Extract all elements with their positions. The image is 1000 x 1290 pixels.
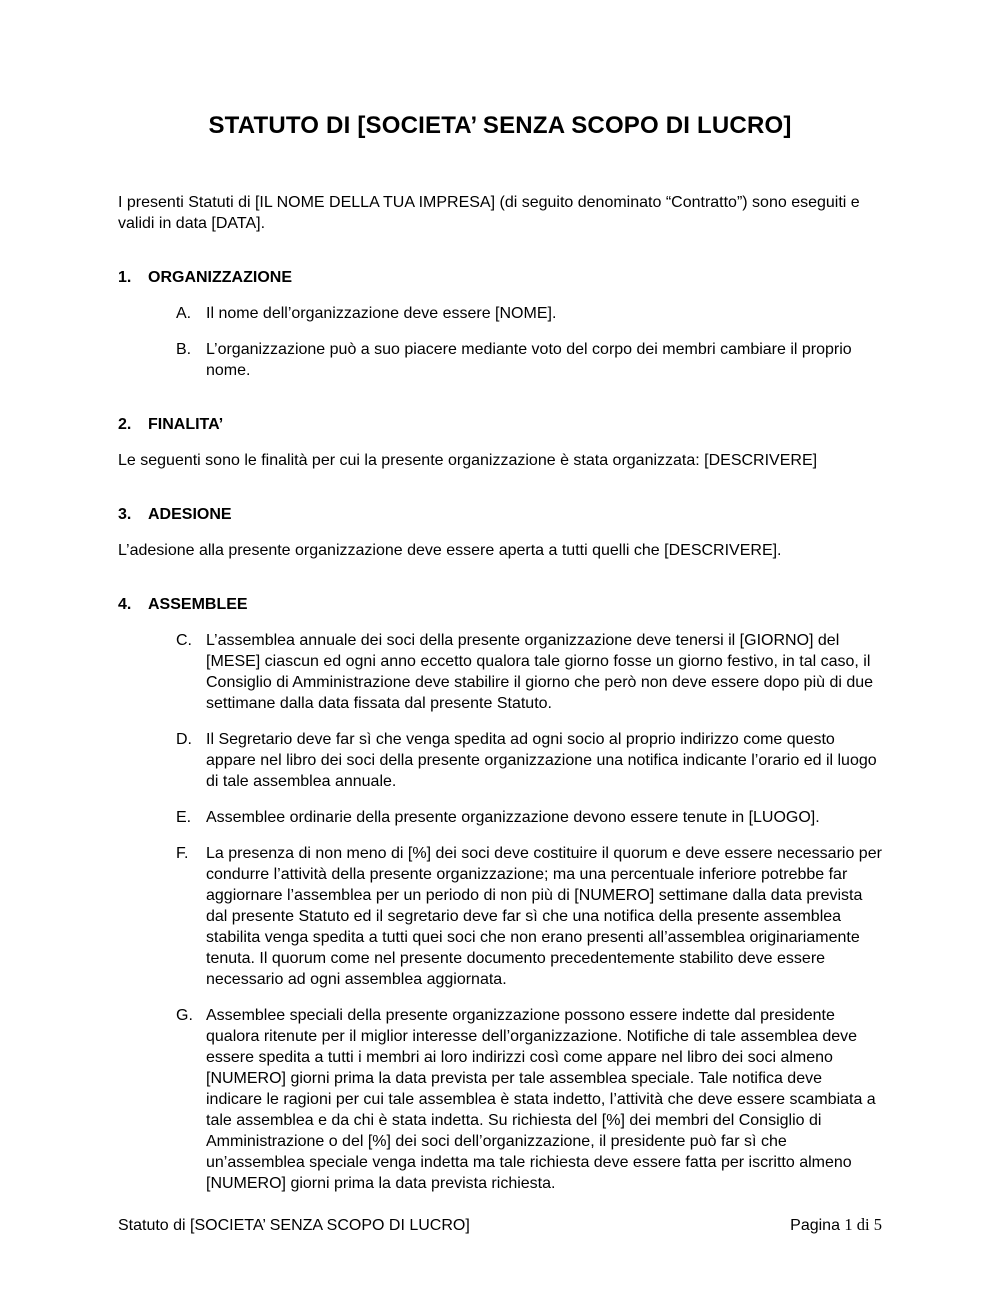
- list-item-a: [118, 303, 882, 324]
- section-number: 1.: [118, 269, 132, 286]
- section-heading: [118, 504, 882, 525]
- section-title: ORGANIZZAZIONE: [148, 269, 292, 286]
- list-item-g: [118, 1005, 882, 1194]
- section-adesione: [118, 504, 882, 561]
- item-text: Il nome dell’organizzazione deve essere [NOME].: [206, 305, 557, 322]
- section-number: 3.: [118, 506, 132, 523]
- section-number: 2.: [118, 416, 132, 433]
- item-letter: D.: [176, 731, 192, 748]
- section-heading: [118, 594, 882, 615]
- page-footer: [118, 1214, 882, 1236]
- item-letter: A.: [176, 305, 192, 322]
- footer-page-value: 1 di 5: [844, 1215, 882, 1234]
- section-paragraph: Le seguenti sono le finalità per cui la presente organizzazione è stata organizzata: [DESCRIVERE]: [118, 452, 818, 469]
- item-text: L’organizzazione può a suo piacere mediante voto del corpo dei membri cambiare il proprio nome.: [206, 341, 852, 379]
- footer-page-label: Pagina: [790, 1217, 845, 1234]
- item-text: La presenza di non meno di [%] dei soci deve costituire il quorum e deve essere necessario per condurre l’attività della presente organizzazione; ma una percentuale inferiore potrebbe far aggiornare l’assemblea per un periodo di non più di [NUMERO] settimane dalla data prevista dal presente Statuto ed il segretario deve far sì che una notifica della presente assemblea stabilita venga spedita a tutti quei soci che non erano presenti all’assemblea originariamente tenuta. Il quorum come nel presente documento precedentemente stabilito deve essere necessario ad ogni assemblea aggiornata.: [206, 845, 882, 988]
- item-text: Il Segretario deve far sì che venga spedita ad ogni socio al proprio indirizzo come questo appare nel libro dei soci della presente organizzazione una notifica indicante l’orario ed il luogo di tale assemblea annuale.: [206, 731, 877, 790]
- list-item-c: [118, 630, 882, 714]
- section-heading: [118, 414, 882, 435]
- item-text: L’assemblea annuale dei soci della presente organizzazione deve tenersi il [GIORNO] del [MESE] ciascun ed ogni anno eccetto qualora tale giorno fosse un giorno festivo, in tal caso, il Consiglio di Amministrazione deve stabilire il giorno che però non deve essere dopo più di due settimane dalla data fissata dal presente Statuto.: [206, 632, 874, 712]
- item-text: Assemblee speciali della presente organizzazione possono essere indette dal presidente qualora ritenute per il miglior interesse dell’organizzazione. Notifiche di tale assemblea deve essere spedita a tutti i membri ai loro indirizzi così come appare nel libro dei soci almeno [NUMERO] giorni prima la data prevista per tale assemblea speciale. Tale notifica deve indicare le ragioni per cui tale assemblea è stata indetto, l’attività che deve essere scambiata a tale assemblea e da chi è stata indetta. Su richiesta del [%] dei membri del Consiglio di Amministrazione o del [%] dei soci dell’organizzazione, il presidente può far sì che un’assemblea speciale venga indetta ma tale richiesta deve essere fatta per iscritto almeno [NUMERO] giorni prima la data prevista richiesta.: [206, 1007, 876, 1192]
- section-title: FINALITA’: [148, 416, 224, 433]
- item-letter: E.: [176, 809, 192, 826]
- section-title: ASSEMBLEE: [148, 596, 248, 613]
- section-assemblee: [118, 594, 882, 1194]
- section-finalita: [118, 414, 882, 471]
- item-letter: G.: [176, 1007, 193, 1024]
- section-paragraph: L’adesione alla presente organizzazione deve essere aperta a tutti quelli che [DESCRIVERE].: [118, 542, 782, 559]
- item-letter: F.: [176, 845, 189, 862]
- list-item-f: [118, 843, 882, 990]
- list-item-e: [118, 807, 882, 828]
- footer-page-number: [790, 1214, 882, 1236]
- item-letter: B.: [176, 341, 192, 358]
- section-title: ADESIONE: [148, 506, 232, 523]
- section-organizzazione: [118, 267, 882, 381]
- item-text: Assemblee ordinarie della presente organizzazione devono essere tenute in [LUOGO].: [206, 809, 820, 826]
- document-title: STATUTO DI [SOCIETA’ SENZA SCOPO DI LUCRO]: [208, 112, 792, 139]
- item-letter: C.: [176, 632, 192, 649]
- list-item-b: [118, 339, 882, 381]
- list-item-d: [118, 729, 882, 792]
- intro-paragraph: I presenti Statuti di [IL NOME DELLA TUA IMPRESA] (di seguito denominato “Contratto”) sono eseguiti e validi in data [DATA].: [118, 194, 860, 232]
- section-heading: [118, 267, 882, 288]
- footer-document-title: Statuto di [SOCIETA’ SENZA SCOPO DI LUCRO]: [118, 1217, 470, 1234]
- section-number: 4.: [118, 596, 132, 613]
